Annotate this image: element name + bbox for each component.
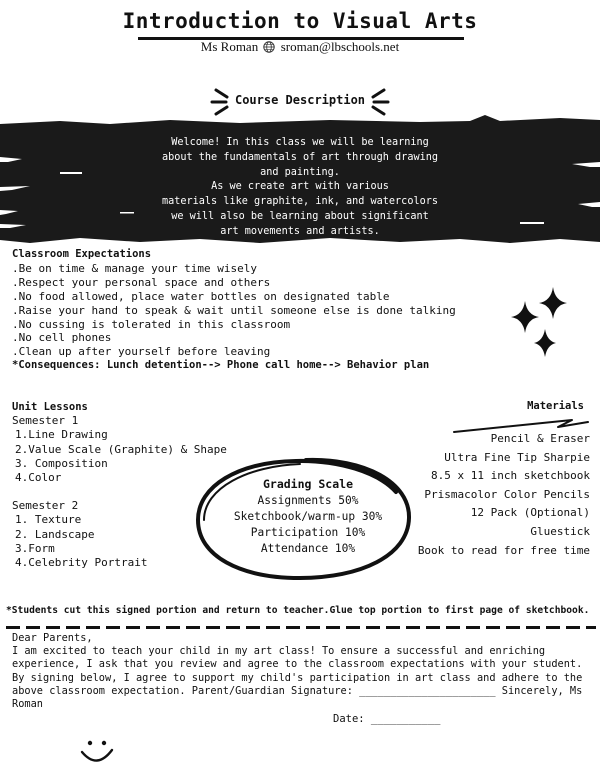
letter-body: I am excited to teach your child in my art class! To ensure a successful and enriching experience, I ask that you review and agree to the classroom expectations with your student. By signing below, I agree to support my child's participation in art class and adhere to the above classroom expectation. Parent/Guardian Signature: ______________________ Sincerely, Ms Roman	[12, 645, 583, 711]
letter-greeting: Dear Parents,	[12, 632, 93, 644]
globe-icon	[263, 41, 275, 53]
page-title: Introduction to Visual Arts	[122, 9, 478, 33]
lesson-item: 3. Composition	[15, 456, 108, 470]
expectation-item: .No cell phones	[12, 331, 112, 345]
contact-line	[0, 39, 600, 55]
material-item: Prismacolor Color Pencils	[424, 487, 590, 501]
material-item: Gluestick	[530, 524, 590, 538]
welcome-line: Welcome! In this class we will be learning	[171, 137, 429, 148]
lesson-item: 2. Landscape	[15, 527, 95, 541]
grading-scale	[203, 476, 413, 557]
course-description-text	[140, 136, 460, 240]
grading-scale-title: Grading Scale	[262, 477, 353, 491]
teacher-name: Ms Roman	[200, 39, 259, 54]
grading-item: Participation 10%	[250, 526, 366, 539]
lesson-item: 1.Line Drawing	[15, 428, 108, 442]
smiley-face-icon	[78, 736, 118, 770]
parent-letter	[12, 632, 588, 711]
expectation-item: .No cussing is tolerated in this classroom	[12, 317, 291, 331]
welcome-line: and painting.	[260, 166, 340, 178]
cut-line	[6, 626, 596, 629]
course-description-title: Course Description	[234, 93, 366, 107]
consequences-text: *Consequences: Lunch detention--> Phone call home--> Behavior plan	[12, 359, 430, 372]
lesson-item: 4.Color	[15, 471, 62, 485]
material-item: Ultra Fine Tip Sharpie	[444, 450, 590, 464]
expectation-item: .Be on time & manage your time wisely	[12, 261, 258, 275]
cut-instruction: *Students cut this signed portion and return to teacher.Glue top portion to first page of sketchbook.	[6, 605, 590, 616]
teacher-email[interactable]: sroman@lbschools.net	[280, 39, 400, 54]
expectation-item: .Raise your hand to speak & wait until someone else is done talking	[12, 303, 456, 317]
materials-title: Materials	[527, 400, 584, 412]
materials-list	[410, 430, 590, 560]
expectation-item: .No food allowed, place water bottles on designated table	[12, 289, 390, 303]
classroom-expectations	[12, 248, 456, 373]
lesson-item: 1. Texture	[15, 513, 82, 527]
expectation-item: .Clean up after yourself before leaving	[12, 345, 271, 359]
semester-2-label: Semester 2	[12, 499, 79, 513]
unit-lessons-title: Unit Lessons	[12, 401, 88, 413]
welcome-line: As we create art with various	[211, 181, 389, 193]
welcome-line: materials like graphite, ink, and watercolors	[161, 196, 438, 208]
lesson-item: 4.Celebrity Portrait	[15, 556, 148, 570]
grading-item: Attendance 10%	[260, 542, 356, 555]
material-item: 8.5 x 11 inch sketchbook	[431, 469, 590, 483]
date-field: Date: ___________	[333, 713, 441, 725]
material-item: Pencil & Eraser	[490, 432, 590, 445]
welcome-line: we will also be learning about significant	[171, 210, 429, 222]
welcome-line: art movements and artists.	[220, 225, 380, 237]
welcome-line: about the fundamentals of art through drawing	[161, 151, 438, 163]
material-item: 12 Pack (Optional)	[470, 506, 590, 520]
material-item: Book to read for free time	[417, 543, 590, 557]
sparkle-stars-icon	[505, 283, 575, 363]
expectations-title: Classroom Expectations	[12, 248, 152, 260]
grading-item: Assignments 50%	[257, 494, 359, 507]
lesson-item: 2.Value Scale (Graphite) & Shape	[15, 442, 227, 456]
lesson-item: 3.Form	[15, 541, 55, 555]
semester-1-label: Semester 1	[12, 414, 79, 428]
grading-item: Sketchbook/warm-up 30%	[233, 510, 383, 523]
expectation-item: .Respect your personal space and others	[12, 275, 271, 289]
